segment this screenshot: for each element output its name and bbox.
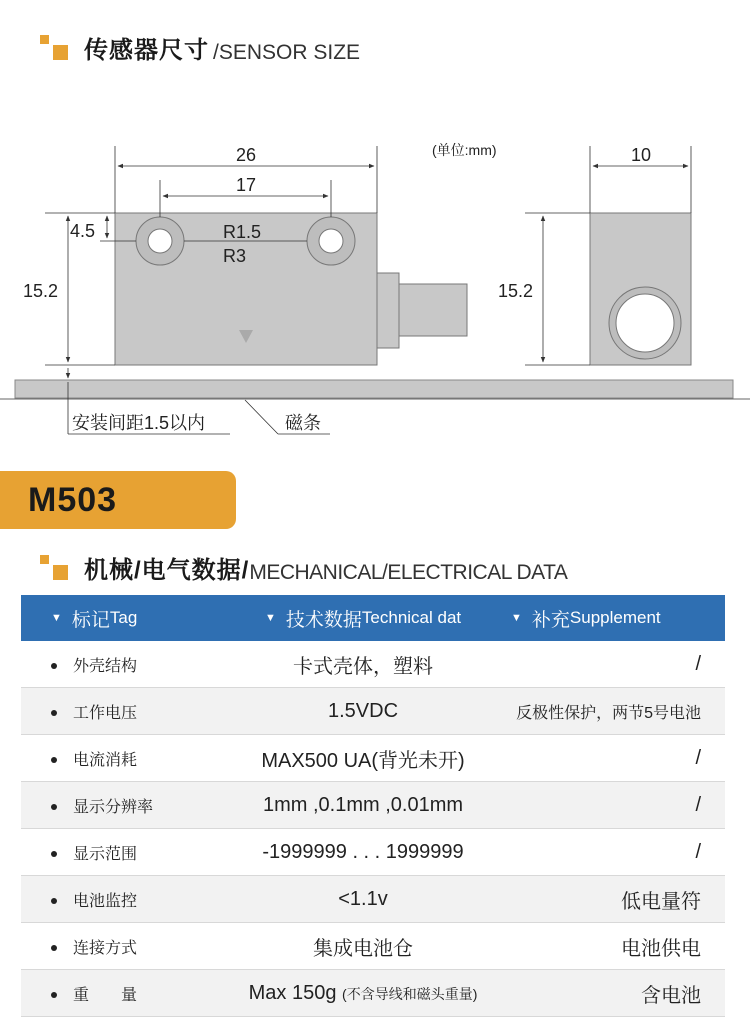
bullet-icon	[51, 992, 57, 998]
header-supplement-cn: 补充	[531, 609, 570, 631]
table-row	[21, 876, 725, 923]
section-squares-icon	[40, 35, 78, 65]
header-technical-cn: 技术数据	[285, 609, 362, 631]
sensor-dimension-drawing	[0, 120, 750, 450]
radius-outer-label: R3	[223, 246, 247, 266]
data-section-title-en: MECHANICAL/ELECTRICAL DATA	[249, 561, 568, 584]
row-tag: 显示范围	[73, 845, 138, 863]
caret-down-icon: ▼	[51, 612, 62, 624]
data-section-title	[40, 550, 567, 585]
model-badge	[0, 471, 236, 529]
data-section-title-cn: 机械/电气数据	[84, 557, 242, 584]
table-row	[21, 970, 725, 1017]
row-supplement: /	[493, 829, 725, 876]
table-row	[21, 735, 725, 782]
header-tag	[21, 595, 233, 641]
row-supplement: /	[493, 641, 725, 688]
row-supplement: 电池供电	[493, 923, 725, 970]
dim-hole-offset-label: 4.5	[70, 221, 96, 241]
sensor-size-title	[40, 30, 360, 65]
row-tag: 外壳结构	[73, 657, 138, 675]
dim-height-front-label: 15.2	[23, 281, 59, 301]
unit-note: (单位:mm)	[432, 142, 497, 158]
row-tag: 连接方式	[73, 939, 138, 957]
row-value: <1.1v	[233, 876, 493, 923]
bullet-icon	[51, 757, 57, 763]
header-supplement	[493, 595, 725, 641]
spec-table	[21, 595, 725, 1017]
table-row	[21, 923, 725, 970]
header-tag-en: Tag	[109, 608, 138, 627]
row-value: 1mm ,0.1mm ,0.01mm	[233, 782, 493, 829]
bullet-icon	[51, 804, 57, 810]
mount-hole-right-inner	[319, 229, 343, 253]
bullet-icon	[51, 663, 57, 669]
table-header-row	[21, 595, 725, 641]
side-hole-inner	[616, 294, 674, 352]
table-row	[21, 782, 725, 829]
strip-label: 磁条	[285, 413, 321, 433]
gap-label: 安装间距1.5以内	[72, 413, 206, 433]
table-row	[21, 688, 725, 735]
sensor-cable-boot	[377, 273, 399, 348]
bullet-icon	[51, 898, 57, 904]
dim-height-side-label: 15.2	[498, 281, 534, 301]
table-row	[21, 829, 725, 876]
row-tag: 重 量	[73, 986, 138, 1004]
section-squares-icon	[40, 555, 78, 585]
row-value: MAX500 UA(背光未开)	[233, 735, 493, 782]
table-row	[21, 641, 725, 688]
row-supplement: 反极性保护，两节5号电池	[493, 688, 725, 735]
radius-inner-label: R1.5	[223, 222, 262, 242]
caret-down-icon: ▼	[511, 612, 522, 624]
header-tag-cn: 标记	[71, 609, 110, 631]
row-supplement: 低电量符	[493, 876, 725, 923]
row-tag: 电流消耗	[73, 751, 138, 769]
row-value: Max 150g	[248, 981, 337, 1004]
row-supplement: 含电池	[493, 970, 725, 1017]
row-tag: 显示分辨率	[73, 798, 154, 816]
dim-depth-label: 10	[630, 145, 652, 165]
row-supplement: /	[493, 735, 725, 782]
row-value-note: (不含导线和磁头重量)	[342, 985, 478, 1002]
magnetic-strip	[15, 380, 733, 398]
row-tag: 电池监控	[73, 892, 138, 910]
bullet-icon	[51, 945, 57, 951]
dim-width-label: 26	[235, 145, 257, 165]
header-supplement-en: Supplement	[569, 608, 661, 627]
header-technical-en: Technical dat	[361, 608, 462, 627]
row-value: 卡式壳体，塑料	[233, 641, 493, 688]
mount-hole-left-inner	[148, 229, 172, 253]
header-technical	[233, 595, 493, 641]
dim-hole-spacing-label: 17	[235, 175, 257, 195]
row-value: 1.5VDC	[233, 688, 493, 735]
bullet-icon	[51, 710, 57, 716]
sensor-cable	[399, 284, 467, 336]
caret-down-icon: ▼	[265, 612, 276, 624]
row-supplement: /	[493, 782, 725, 829]
row-value: -1999999 . . . 1999999	[233, 829, 493, 876]
sensor-size-title-cn: 传感器尺寸	[84, 37, 209, 64]
row-value: 集成电池仓	[233, 923, 493, 970]
row-tag: 工作电压	[73, 704, 138, 722]
data-section-title-slash: /	[241, 557, 250, 584]
model-name: M503	[28, 480, 118, 519]
sensor-size-title-en: /SENSOR SIZE	[213, 41, 361, 64]
bullet-icon	[51, 851, 57, 857]
